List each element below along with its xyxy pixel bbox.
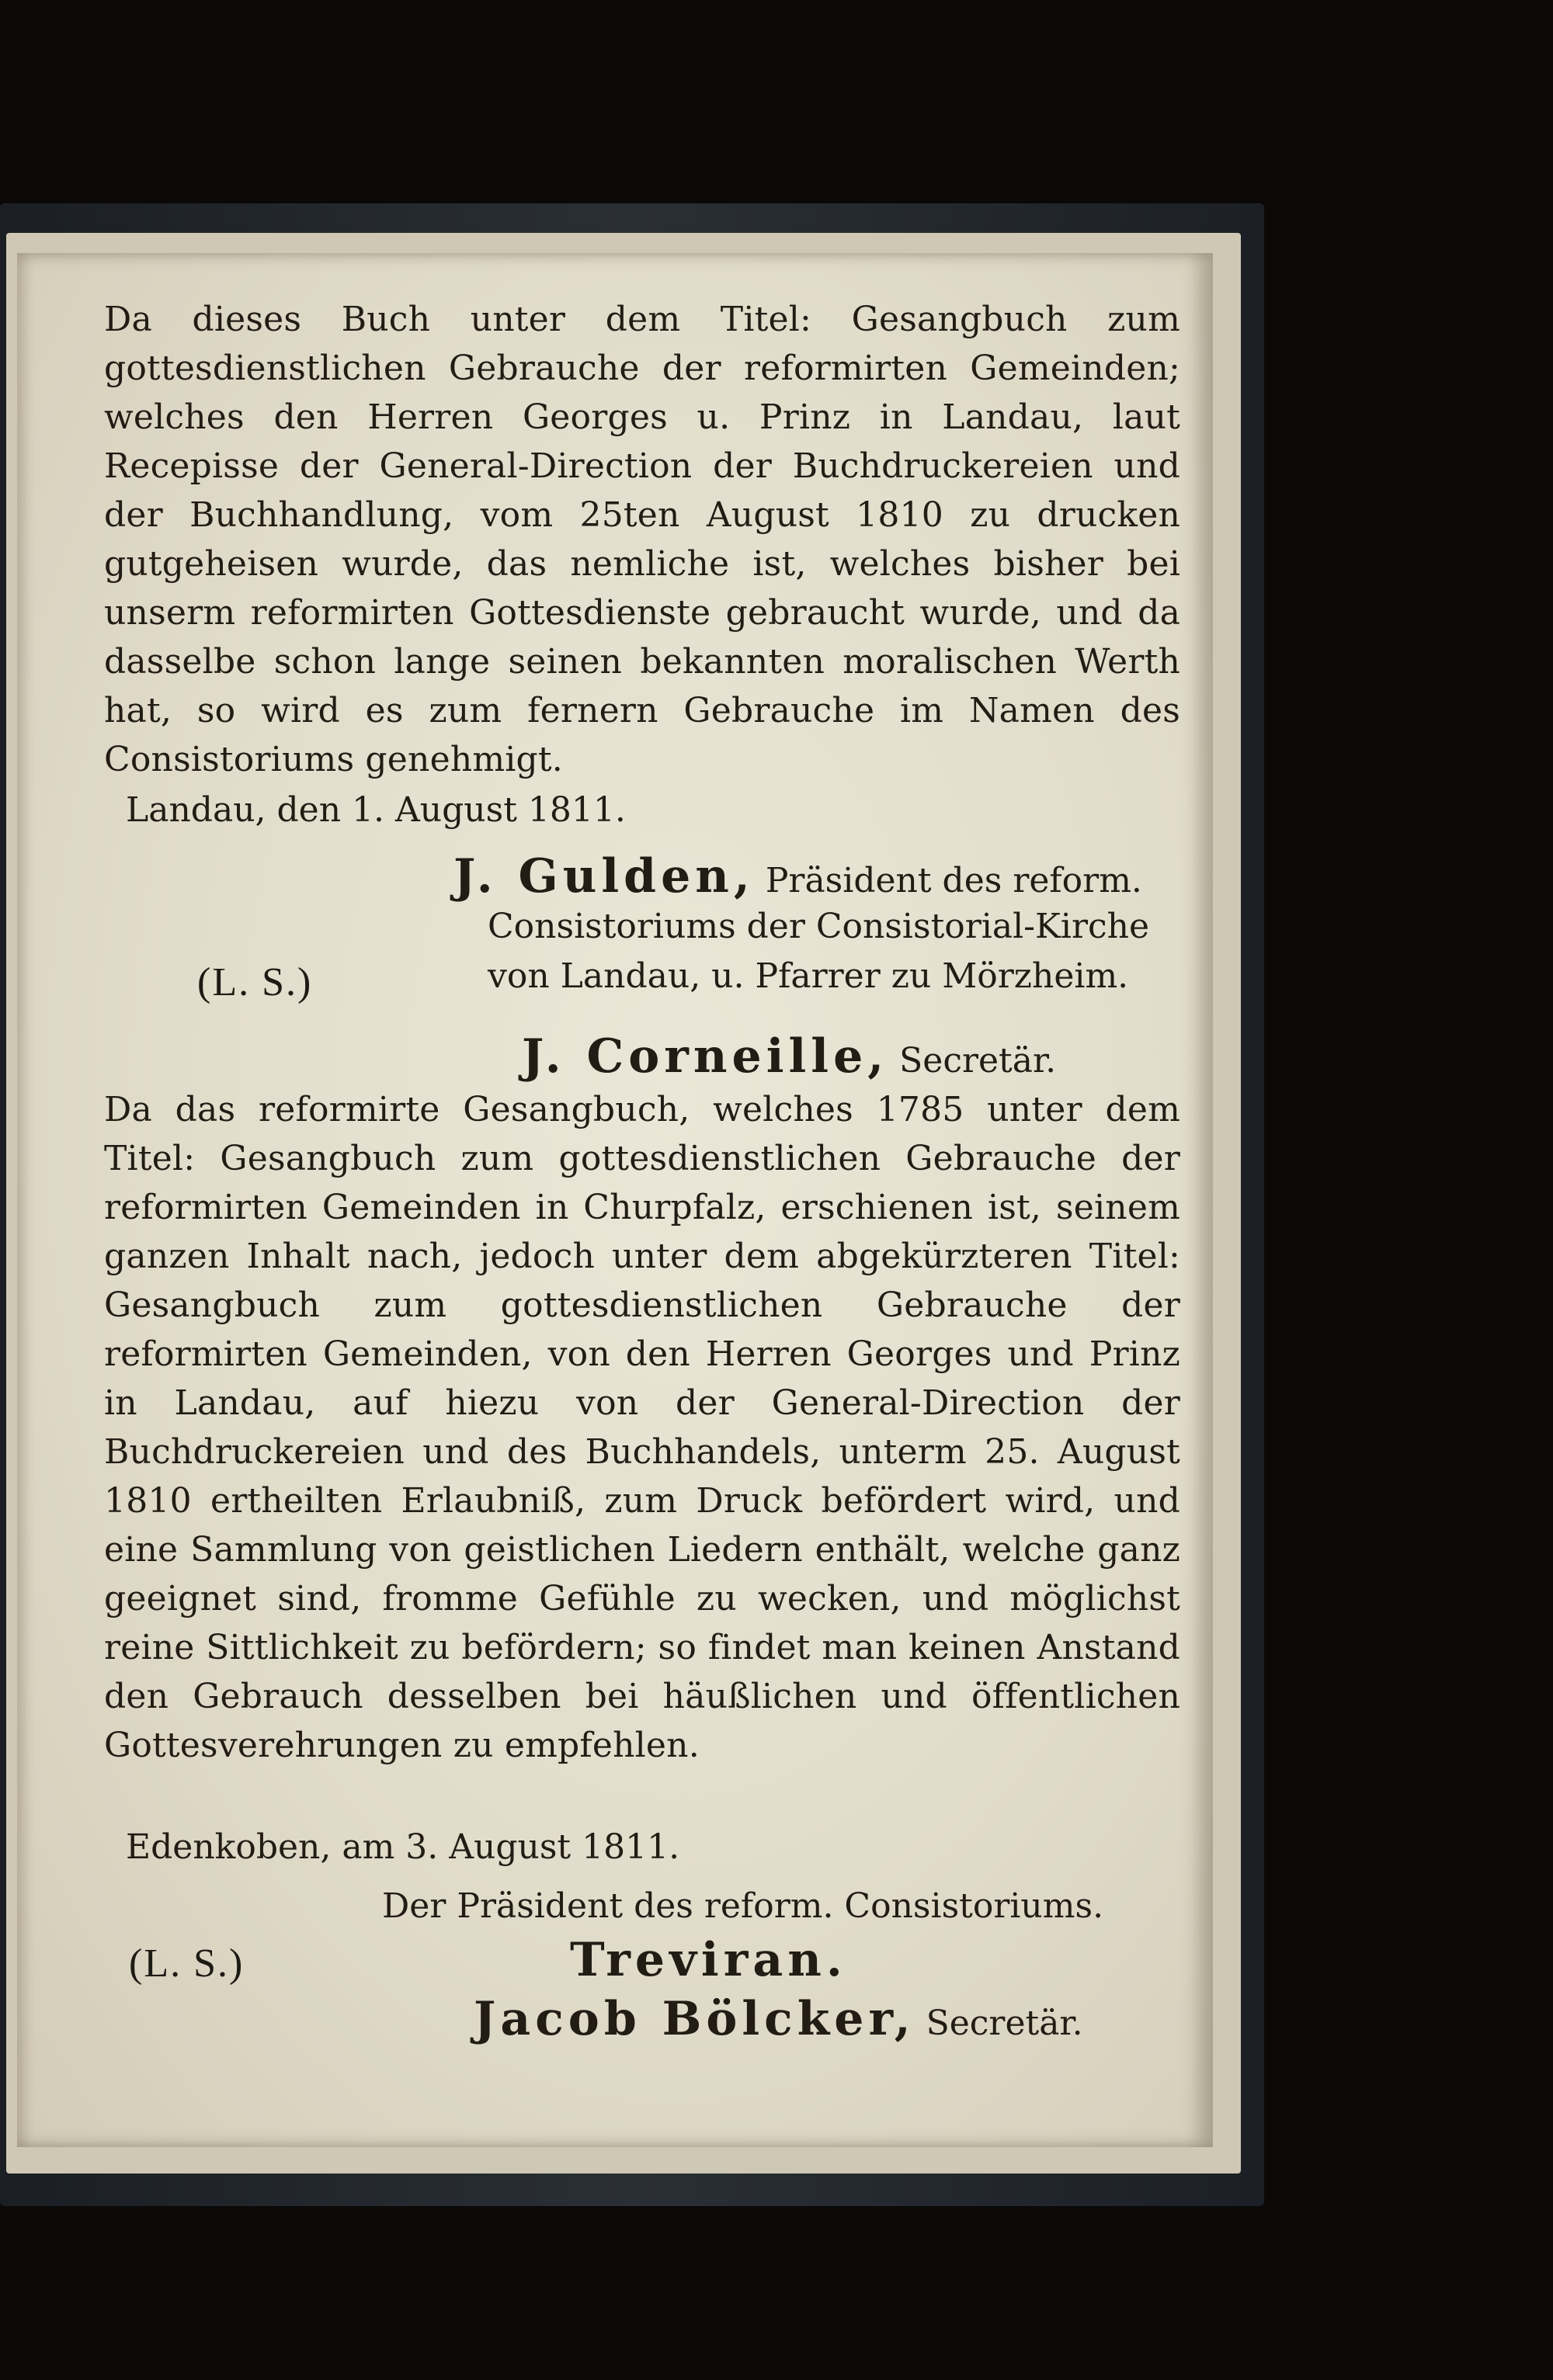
signer-title-gulden-1: Präsident des reform.: [765, 861, 1142, 900]
book-page: [17, 253, 1213, 2147]
seal-mark-1: (L. S.): [197, 960, 313, 1004]
signer-name-gulden: J. Gulden,: [453, 849, 755, 904]
seal-mark-2: (L. S.): [129, 1941, 245, 1986]
secretary-title-boelcker: Secretär.: [926, 2004, 1083, 2043]
place-date-1: Landau, den 1. August 1811.: [126, 790, 626, 830]
signer-title-gulden-2: Consistoriums der Consistorial-Kirche: [488, 907, 1150, 946]
place-date-2: Edenkoben, am 3. August 1811.: [126, 1827, 680, 1867]
signature-corneille: [522, 1029, 1056, 1084]
signer-title-gulden-3: von Landau, u. Pfarrer zu Mörzheim.: [488, 956, 1129, 996]
approval-paragraph-1: Da dieses Buch unter dem Titel: Gesangbuch zum gottesdienstlichen Gebrauche der reformirten Gemeinden; welches den Herren Georges u. Prinz in Landau, laut Recepisse der General-Direction der Buchdruckereien und der Buchhandlung, vom 25ten August 1810 zu drucken gutgeheisen wurde, das nemliche ist, welches bisher bei unserm reformirten Gottesdienste gebraucht wurde, und da dasselbe schon lange seinen bekannten moralischen Werth hat, so wird es zum fernern Gebrauche im Namen des Consistoriums genehmigt.: [104, 300, 1180, 779]
secretary-title-corneille: Secretär.: [899, 1041, 1057, 1081]
signature-boelcker: [474, 1992, 1083, 2046]
president-line: Der Präsident des reform. Consistoriums.: [382, 1886, 1104, 1926]
signature-gulden: [453, 849, 1142, 904]
signer-name-treviran: Treviran.: [570, 1933, 847, 1987]
secretary-name-boelcker: Jacob Bölcker,: [474, 1992, 915, 2046]
signature-treviran: [570, 1933, 847, 1987]
approval-paragraph-2: Da das reformirte Gesangbuch, welches 1785 unter dem Titel: Gesangbuch zum gottesdienstlichen Gebrauche der reformirten Gemeinden in Churpfalz, erschienen ist, seinem ganzen Inhalt nach, jedoch unter dem abgekürzteren Titel: Gesangbuch zum gottesdienstlichen Gebrauche der reformirten Gemeinden, von den Herren Georges und Prinz in Landau, auf hiezu von der General-Direction der Buchdruckereien und des Buchhandels, unterm 25. August 1810 ertheilten Erlaubniß, zum Druck befördert wird, und eine Sammlung von geistlichen Liedern enthält, welche ganz geeignet sind, fromme Gefühle zu wecken, und möglichst reine Sittlichkeit zu befördern; so findet man keinen Anstand den Gebrauch desselben bei häußlichen und öffentlichen Gottesverehrungen zu empfehlen.: [104, 1090, 1180, 1765]
secretary-name-corneille: J. Corneille,: [522, 1029, 889, 1084]
